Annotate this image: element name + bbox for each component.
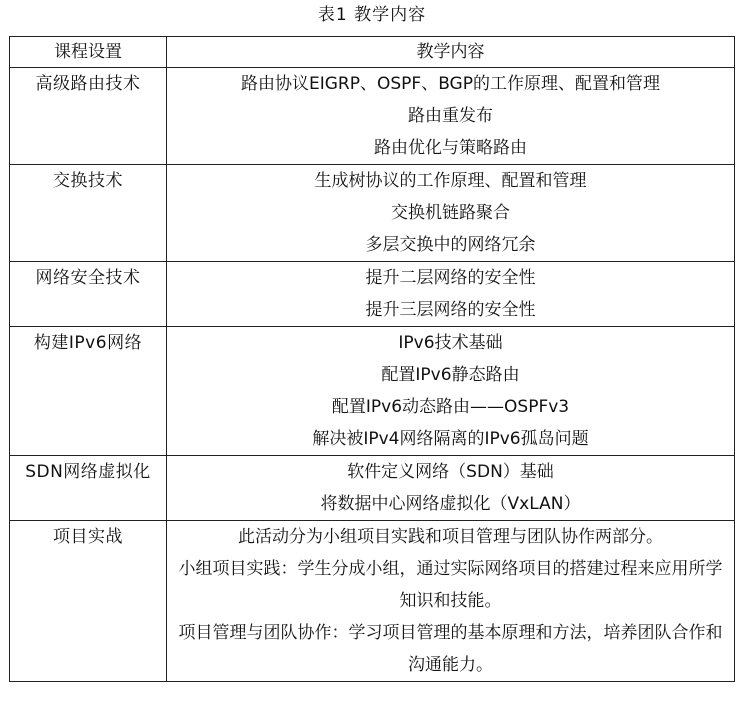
content-line: 提升二层网络的安全性 — [365, 268, 536, 288]
content-line: 交换机链路聚合 — [391, 203, 510, 223]
table-caption: 表1 教学内容 — [317, 5, 427, 25]
content-line: 配置IPv6动态路由——OSPFv3 — [331, 397, 570, 417]
teaching-content-table — [9, 36, 735, 682]
table-row — [10, 262, 735, 327]
content-line: 解决被IPv4网络隔离的IPv6孤岛问题 — [312, 429, 589, 449]
content-line: 路由优化与策略路由 — [374, 138, 527, 158]
content-paragraph: 小组项目实践：学生分成小组，通过实际网络项目的搭建过程来应用所学知识和技能。 — [178, 559, 723, 611]
content-line: 配置IPv6静态路由 — [381, 365, 520, 385]
content-cell — [167, 262, 735, 327]
content-cell — [167, 68, 735, 165]
content-line: 将数据中心网络虚拟化（VxLAN） — [320, 494, 581, 514]
content-paragraph: 项目管理与团队协作：学习项目管理的基本原理和方法，培养团队合作和沟通能力。 — [178, 623, 723, 675]
content-cell — [167, 521, 735, 682]
table-row — [10, 456, 735, 521]
table-row — [10, 68, 735, 165]
category-cell: 项目实战 — [10, 521, 167, 682]
content-paragraph: 此活动分为小组项目实践和项目管理与团队协作两部分。 — [238, 527, 663, 547]
table-row — [10, 521, 735, 682]
table-row — [10, 327, 735, 456]
category-cell: 构建IPv6网络 — [10, 327, 167, 456]
header-teaching-content: 教学内容 — [167, 37, 735, 68]
content-line: 路由协议EIGRP、OSPF、BGP的工作原理、配置和管理 — [241, 74, 660, 94]
content-line: 软件定义网络（SDN）基础 — [347, 462, 554, 482]
category-cell: 高级路由技术 — [10, 68, 167, 165]
header-course-setting: 课程设置 — [10, 37, 167, 68]
content-line: 生成树协议的工作原理、配置和管理 — [314, 171, 587, 191]
table-header-row — [10, 37, 735, 68]
content-cell — [167, 327, 735, 456]
category-cell: 网络安全技术 — [10, 262, 167, 327]
content-line: 路由重发布 — [408, 106, 493, 126]
category-cell: 交换技术 — [10, 165, 167, 262]
content-cell — [167, 165, 735, 262]
table-row — [10, 165, 735, 262]
content-line: IPv6技术基础 — [398, 333, 503, 353]
content-line: 提升三层网络的安全性 — [365, 300, 536, 320]
content-cell — [167, 456, 735, 521]
content-line: 多层交换中的网络冗余 — [365, 235, 536, 255]
category-cell: SDN网络虚拟化 — [10, 456, 167, 521]
